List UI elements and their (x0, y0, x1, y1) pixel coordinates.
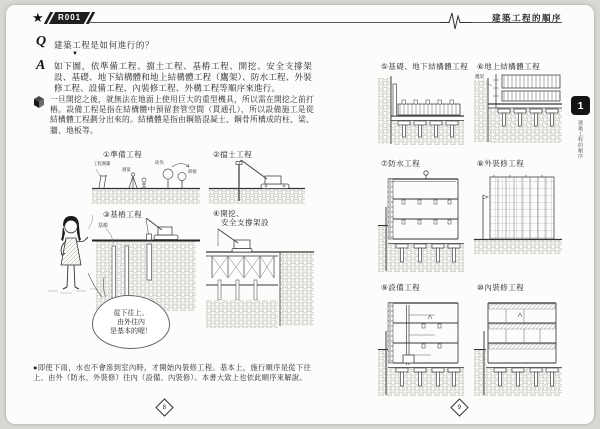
svg-text:砍伐: 砍伐 (155, 160, 164, 165)
svg-text:工程圍籬: 工程圍籬 (93, 161, 111, 166)
fig1-art-preparation (92, 158, 200, 208)
fig9-label: ⑨設備工程 (381, 283, 421, 292)
page-number-right: 9 (450, 398, 468, 416)
svg-text:鷹架: 鷹架 (475, 74, 485, 79)
answer-text: 如下圖，依準備工程、擋土工程、基樁工程、開挖、安全支撐架設、基礎、地下結構體和地上結構體工程（鷹架）、防水工程、外裝修工程、設備工程、內裝修工程、外構工程等順序來進行。 (54, 61, 312, 93)
cube-icon (33, 95, 45, 110)
fig2-art-retaining (209, 158, 305, 208)
record-badge (47, 12, 92, 24)
bubble-tail (78, 273, 106, 299)
down-triangle-icon: ▼ (72, 51, 78, 57)
fig8-label: ⑧外裝修工程 (477, 159, 525, 168)
svg-text:基樁: 基樁 (98, 223, 109, 229)
fig10-label: ⑩內裝修工程 (477, 283, 525, 292)
fig1-label: ①準備工程 (103, 150, 143, 159)
question-text: 建築工程是如何進行的？ (54, 40, 155, 50)
badge-code: R001 (49, 12, 91, 24)
svg-text:測量: 測量 (122, 167, 131, 172)
fig7-label: ⑦防水工程 (381, 159, 421, 168)
a-letter: A (36, 58, 46, 73)
svg-text:移植: 移植 (188, 169, 197, 174)
book-spread (6, 5, 594, 424)
fig7-art-waterproofing (378, 167, 464, 279)
fig10-art-interior (474, 291, 562, 401)
note-block (33, 95, 315, 136)
fig4-label: ④開挖、 安全支撐架設 (213, 209, 269, 227)
speech-bubble: 從下往上、 由外往內 是基本的喔！ (92, 295, 170, 349)
fig6-label: ⑥地上結構體工程 (477, 62, 541, 71)
fig9-art-equipment (378, 291, 464, 401)
footnote-text: ●即使下雨，水也不會滲到室內時，才開始內裝修工程。基本上，施行順序是從下往上、由外（防水、外裝修）往內（設備、內裝修）。本書大致上也依此順序來解說。 (33, 363, 311, 382)
fig4-art-excavation (206, 228, 314, 332)
q-letter: Q (36, 34, 47, 49)
fig3-label: ③基樁工程 (103, 210, 143, 219)
chapter-tab-number: 1 (571, 96, 590, 115)
chapter-tab-label: 建築工程的順序 (577, 120, 583, 160)
fig8-art-exterior (474, 167, 562, 279)
fig6-art-superstructure (474, 70, 562, 152)
page-number-left: 8 (155, 398, 173, 416)
fig5-label: ⑤基礎、地下結構體工程 (381, 62, 469, 71)
note-text: 一旦開挖之後，就無法在地面上使用巨大的重型機具，所以需在開挖之前打樁。設備工程是指在結構體中預留套管空間（貫通孔），所以設備施工是從結構體工程劃分出來的。結構體是指由鋼筋混凝土、鋼骨所構成的柱、梁、牆、地板等。 (50, 95, 314, 135)
chapter-title: 建築工程的順序 (491, 13, 562, 23)
star-icon: ★ (32, 10, 44, 25)
fig5-art-foundation (378, 70, 464, 152)
pulse-icon (440, 8, 472, 30)
fig2-label: ②擋土工程 (213, 150, 253, 159)
